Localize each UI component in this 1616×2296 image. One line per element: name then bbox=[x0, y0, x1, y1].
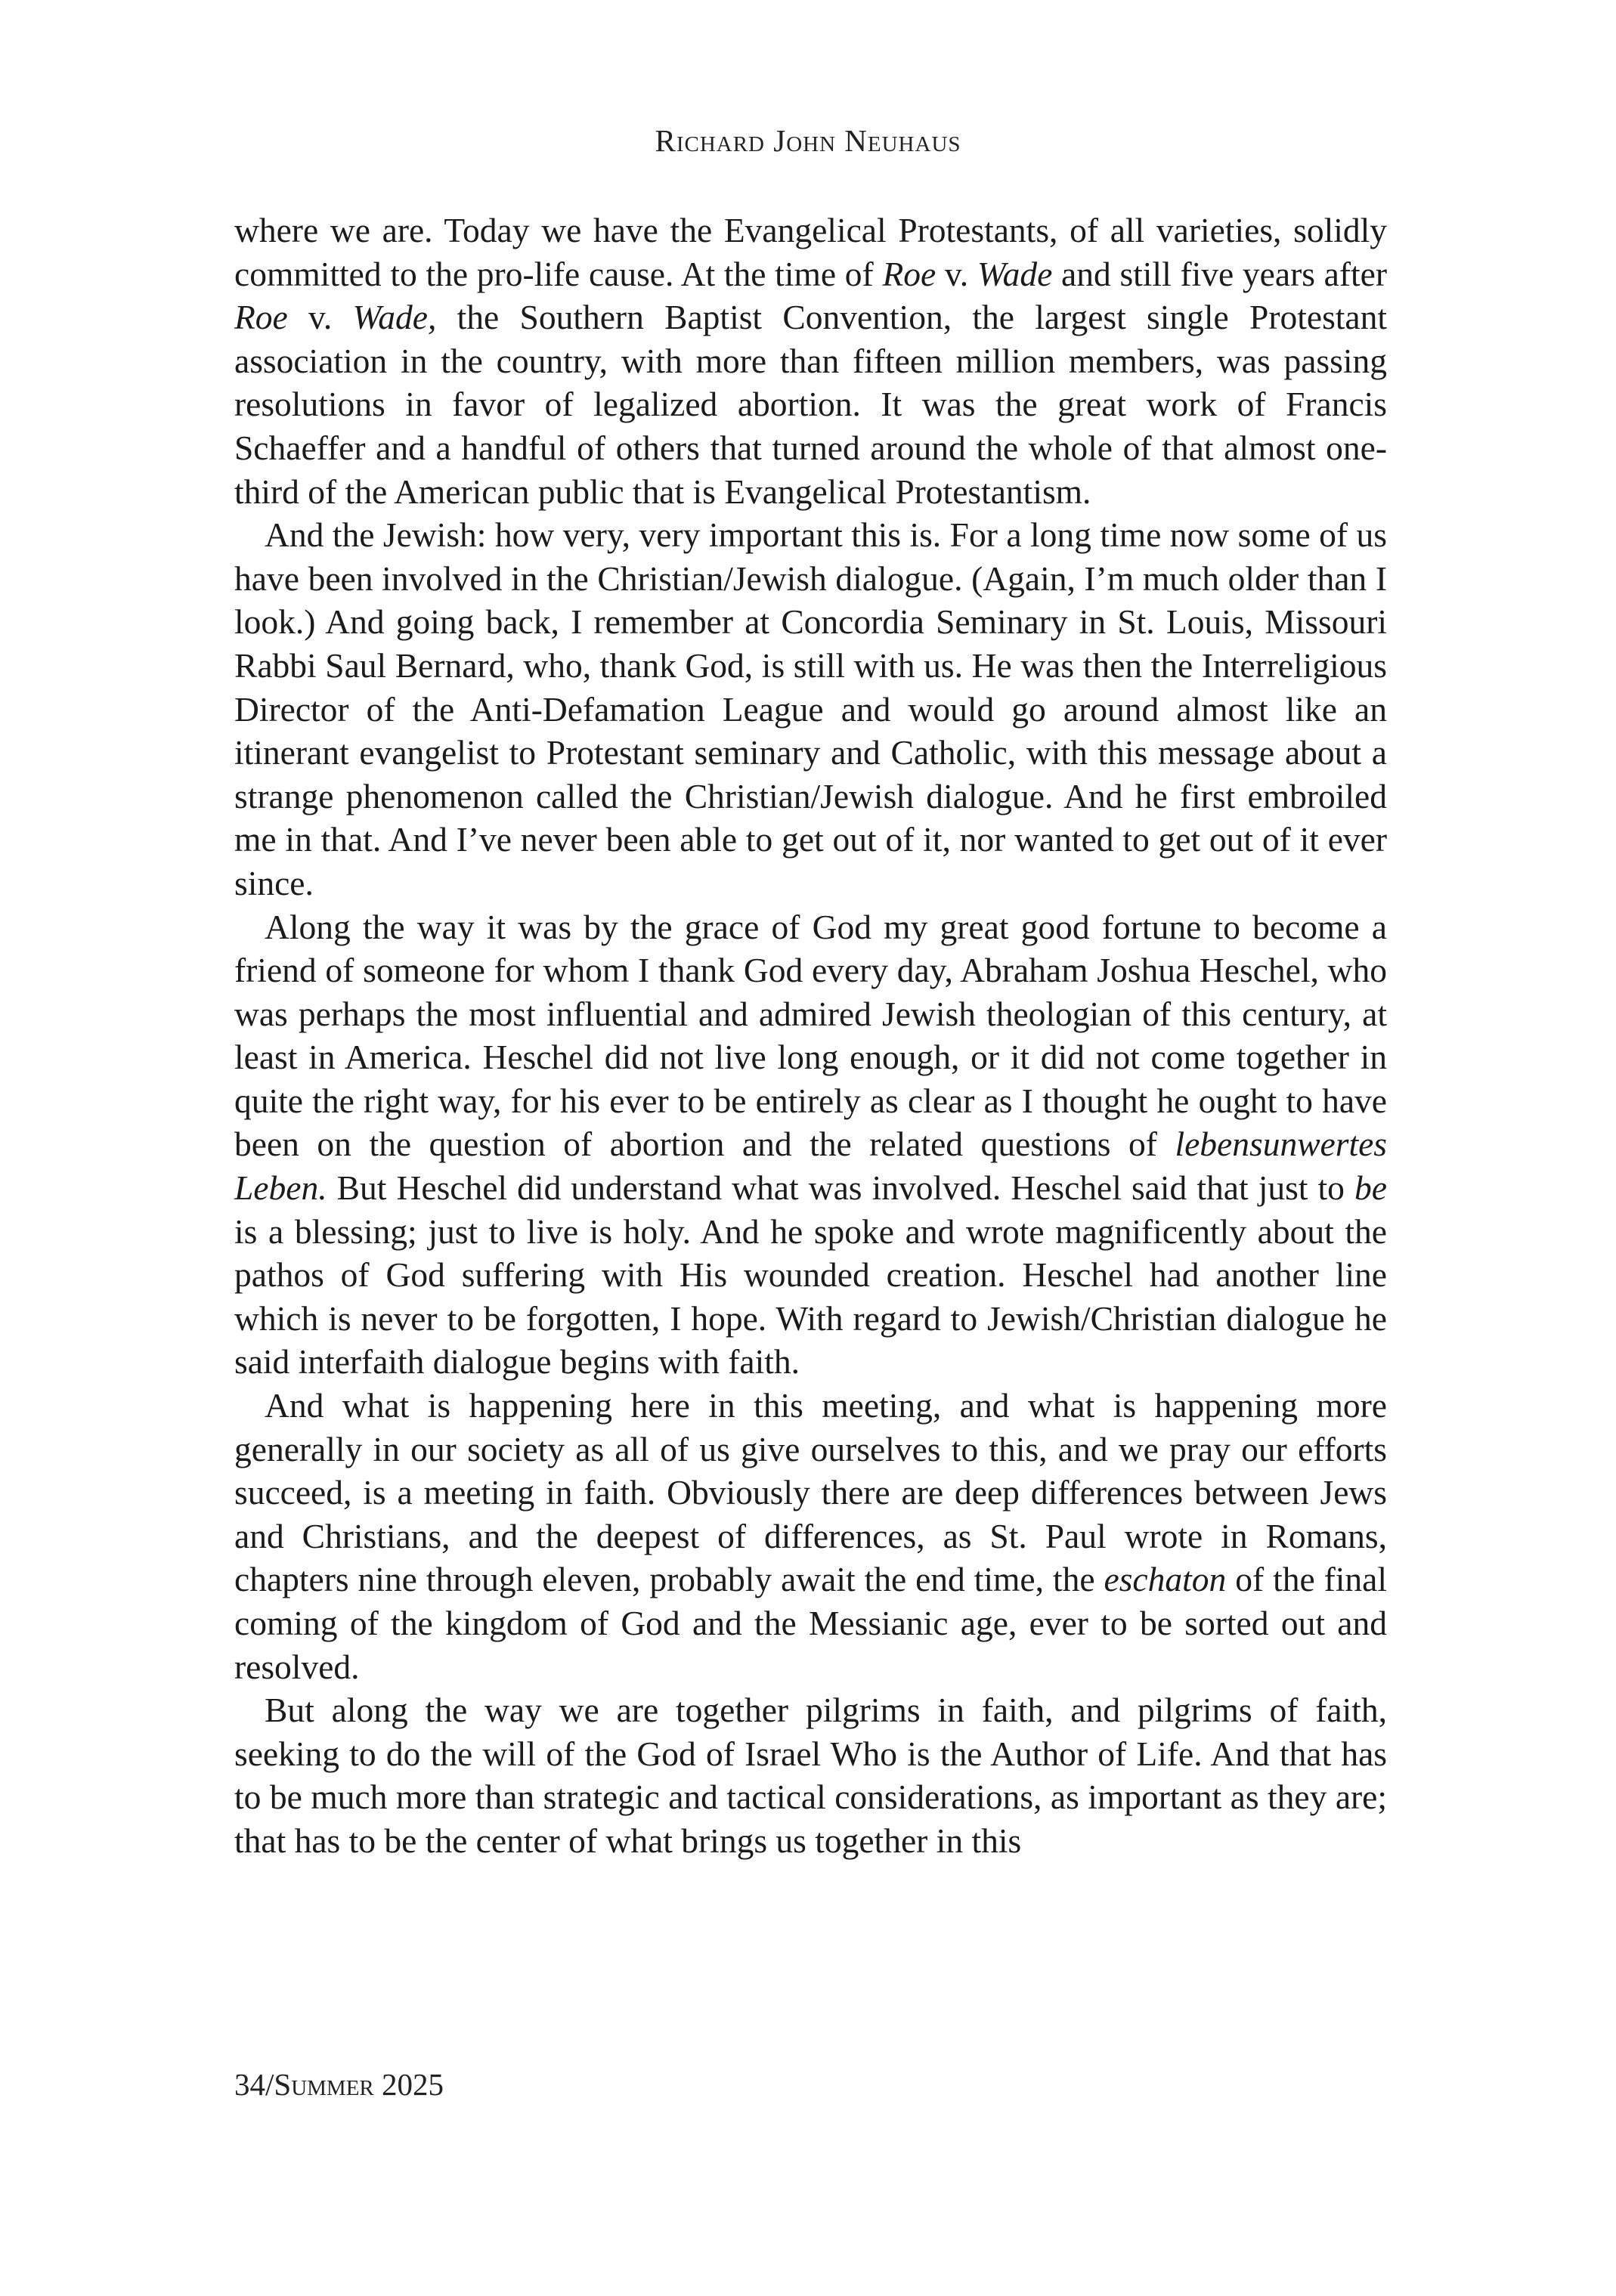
text-run: But Heschel did understand what was involved. Heschel said that just to bbox=[327, 1168, 1355, 1208]
issue-label: Summer 2025 bbox=[274, 2067, 444, 2102]
case-name-italic: Wade bbox=[977, 254, 1053, 293]
foreign-phrase-italic: lebensunwertes Leben. bbox=[234, 1125, 1387, 1208]
term-italic: eschaton bbox=[1104, 1560, 1227, 1599]
paragraph-3 bbox=[234, 905, 1387, 1385]
page-folio bbox=[234, 2066, 444, 2103]
text-run: of the final coming of the kingdom of God and the Messianic age, ever to be sorted out and resolved. bbox=[234, 1560, 1388, 1686]
article-body bbox=[234, 209, 1387, 1863]
text-run: the Southern Baptist Convention, the largest single Protestant association in the country, with more than fifteen million members, was passing resolutions in favor of legalized abortion. It was the great work of Francis Schaeffer and a handful of others that turned around the whole of that almost one-third of the American public that is Evangelical Protestantism. bbox=[234, 298, 1388, 511]
paragraph-2: And the Jewish: how very, very important this is. For a long time now some of us have been involved in the Christian/Jewish dialogue. (Again, I’m much older than I look.) And going back, I remember at Concordia Seminary in St. Louis, Missouri Rabbi Saul Bernard, who, thank God, is still with us. He was then the Interreligious Director of the Anti-Defamation League and would go around almost like an itinerant evangelist to Protestant seminary and Catholic, with this message about a strange phenomenon called the Christian/Jewish dialogue. And he first embroiled me in that. And I’ve never been able to get out of it, nor wanted to get out of it ever since. bbox=[234, 515, 1387, 902]
text-run: v. bbox=[287, 298, 353, 337]
emphasis-italic: be bbox=[1354, 1168, 1387, 1208]
running-head: Richard John Neuhaus bbox=[655, 123, 961, 158]
paragraph-5: But along the way we are together pilgrims in faith, and pilgrims of faith, seeking to do the will of the God of Israel Who is the Author of Life. And that has to be much more than strategic and tactical considerations, as important as they are; that has to be the center of what brings us together in this bbox=[234, 1691, 1387, 1860]
text-run: Along the way it was by the grace of God my great good fortune to become a friend of someone for whom I thank God every day, Abraham Joshua Heschel, who was perhaps the most influential and admired Jewish theologian of this century, at least in America. Heschel did not live long enough, or it did not come together in quite the right way, for his ever to be entirely as clear as I thought he ought to have been on the question of abortion and the related questions of bbox=[234, 907, 1387, 1164]
case-name-italic: Roe bbox=[234, 298, 288, 337]
paragraph-4 bbox=[234, 1384, 1387, 1688]
paragraph-1 bbox=[234, 209, 1387, 513]
case-name-italic: Wade, bbox=[352, 298, 437, 337]
text-run: is a blessing; just to live is holy. And he spoke and wrote magnificently about the pathos of God suffering with His wounded creation. Heschel had another line which is never to be forgotten, I hope. With regard to Jewish/Christian dialogue he said interfaith dialogue begins with faith. bbox=[234, 1211, 1387, 1382]
page-number: 34/ bbox=[234, 2067, 274, 2102]
text-run: v. bbox=[936, 254, 977, 293]
text-run: And what is happening here in this meeting, and what is happening more generally in our society as all of us give ourselves to this, and we pray our efforts succeed, is a meeting in faith. Obviously there are deep differences between Jews and Christians, and the deepest of differences, as St. Paul wrote in Romans, chapters nine through eleven, probably await the end time, the bbox=[234, 1386, 1387, 1599]
text-run: and still five years after bbox=[1052, 254, 1388, 293]
text-run: where we are. Today we have the Evangelical Protestants, of all varieties, solidly committed to the pro-life cause. At the time of bbox=[234, 211, 1387, 293]
case-name-italic: Roe bbox=[882, 254, 936, 293]
